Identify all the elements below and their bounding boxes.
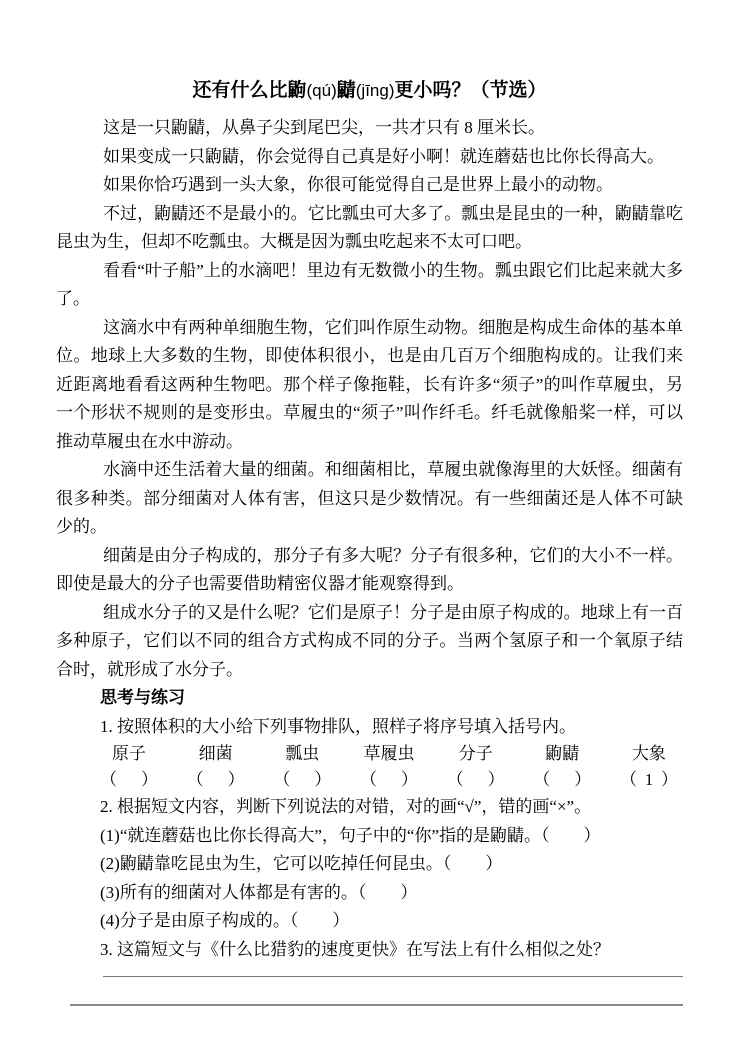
answer-writing-line-2 (70, 1004, 683, 1006)
title-pinyin-qu: (qú) (306, 81, 337, 100)
ranking-item (360, 741, 418, 793)
ranking-item-label: 原子 (112, 744, 146, 763)
ranking-item-label: 细菌 (198, 744, 233, 763)
bracket-open: （ (273, 770, 291, 789)
answer-bracket (447, 767, 505, 793)
bracket-close: ） (141, 770, 158, 789)
bracket-close: ） (660, 770, 678, 789)
ranking-item-label: 鼩鼱 (545, 744, 580, 763)
title-text-segment: 鼱 (336, 80, 356, 101)
ranking-item (533, 741, 591, 793)
question-2-subitem-3: (3)所有的细菌对人体都是有害的。（ ） (100, 882, 418, 902)
answer-bracket (620, 767, 678, 793)
ranking-item (187, 741, 245, 793)
ranking-item-label: 大象 (631, 744, 666, 763)
answer-bracket (100, 767, 158, 793)
article-paragraph-9: 组成水分子的又是什么呢？它们是原子！分子是由原子构成的。地球上有一百多种原子，它们以不同的组合方式构成不同的分子。当两个氢原子和一个氧原子结合时，就形成了水分子。 (56, 602, 683, 679)
ranking-item-label: 草履虫 (363, 744, 415, 763)
ranking-item (100, 741, 158, 793)
bracket-open: （ (359, 770, 377, 789)
article-paragraph-4: 不过，鼩鼱还不是最小的。它比瓢虫可大多了。瓢虫是昆虫的一种，鼩鼱靠吃昆虫为生，但却不吃瓢虫。大概是因为瓢虫吃起来不太可口吧。 (56, 203, 683, 251)
article-paragraph-6: 这滴水中有两种单细胞生物，它们叫作原生动物。细胞是构成生命体的基本单位。地球上大多数的生物，即使体积很小，也是由几百万个细胞构成的。让我们来近距离地看看这两种生物吧。那个样子像拖鞋，长有许多“须子”的叫作草履虫，另一个形状不规则的是变形虫。草履虫的“须子”叫作纤毛。纤毛就像船桨一样，可以推动草履虫在水中游动。 (56, 317, 683, 451)
bracket-close: ） (227, 770, 245, 789)
question-1-ranking-grid (100, 741, 678, 793)
question-2-prompt: 2. 根据短文内容，判断下列说法的对错，对的画“√”，错的画“×”。 (100, 797, 592, 816)
question-2-subitem-1: (1)“就连蘑菇也比你长得高大”，句子中的“你”指的是鼩鼱。（ ） (100, 825, 601, 845)
ranking-item (273, 741, 331, 793)
question-2-subitem-2: (2)鼩鼱靠吃昆虫为生，它可以吃掉任何昆虫。（ ） (100, 854, 503, 873)
answer-bracket (187, 767, 245, 793)
ranking-item (620, 741, 678, 793)
answer-bracket (360, 767, 418, 793)
answer-bracket (533, 767, 591, 793)
bracket-open: （ (619, 770, 637, 789)
title-pinyin-jing: (jīng) (355, 81, 395, 100)
bracket-close: ） (314, 770, 332, 789)
title-text-segment: 更小吗？（节选） (394, 80, 547, 101)
bracket-close: ） (400, 770, 418, 789)
exercise-heading: 思考与练习 (100, 688, 185, 707)
title-text-segment: 还有什么比鼩 (192, 80, 307, 101)
answer-writing-line-1 (103, 976, 683, 977)
question-2-subitem-4: (4)分子是由原子构成的。（ ） (100, 911, 350, 930)
article-paragraph-1: 这是一只鼩鼱，从鼻子尖到尾巴尖，一共才只有 8 厘米长。 (103, 118, 545, 137)
bracket-open: （ (100, 770, 117, 789)
bracket-open: （ (446, 770, 464, 789)
bracket-open: （ (186, 770, 204, 789)
article-paragraph-8: 细菌是由分子构成的，那分子有多大呢？分子有很多种，它们的大小不一样。即使是最大的分子也需要借助精密仪器才能观察得到。 (56, 545, 683, 593)
bracket-close: ） (574, 770, 592, 789)
answer-example-value: 1 (644, 770, 654, 789)
ranking-item-label: 分子 (458, 744, 493, 763)
question-1-prompt: 1. 按照体积的大小给下列事物排队，照样子将序号填入括号内。 (100, 716, 576, 736)
bracket-open: （ (533, 770, 551, 789)
page-title (56, 80, 683, 102)
answer-bracket (273, 767, 331, 793)
article-paragraph-5: 看看“叶子船”上的水滴吧！里边有无数微小的生物。瓢虫跟它们比起来就大多了。 (56, 260, 683, 308)
article-paragraph-3: 如果你恰巧遇到一头大象，你很可能觉得自己是世界上最小的动物。 (103, 175, 613, 194)
bracket-close: ） (487, 770, 505, 789)
ranking-item-label: 瓢虫 (285, 744, 320, 763)
article-paragraph-2: 如果变成一只鼩鼱，你会觉得自己真是好小啊！就连蘑菇也比你长得高大。 (103, 146, 664, 166)
article-paragraph-7: 水滴中还生活着大量的细菌。和细菌相比，草履虫就像海里的大妖怪。细菌有很多种类。部分细菌对人体有害，但这只是少数情况。有一些细菌还是人体不可缺少的。 (56, 460, 683, 536)
question-3-prompt: 3. 这篇短文与《什么比猎豹的速度更快》在写法上有什么相似之处？ (100, 939, 610, 959)
ranking-item (447, 741, 505, 793)
